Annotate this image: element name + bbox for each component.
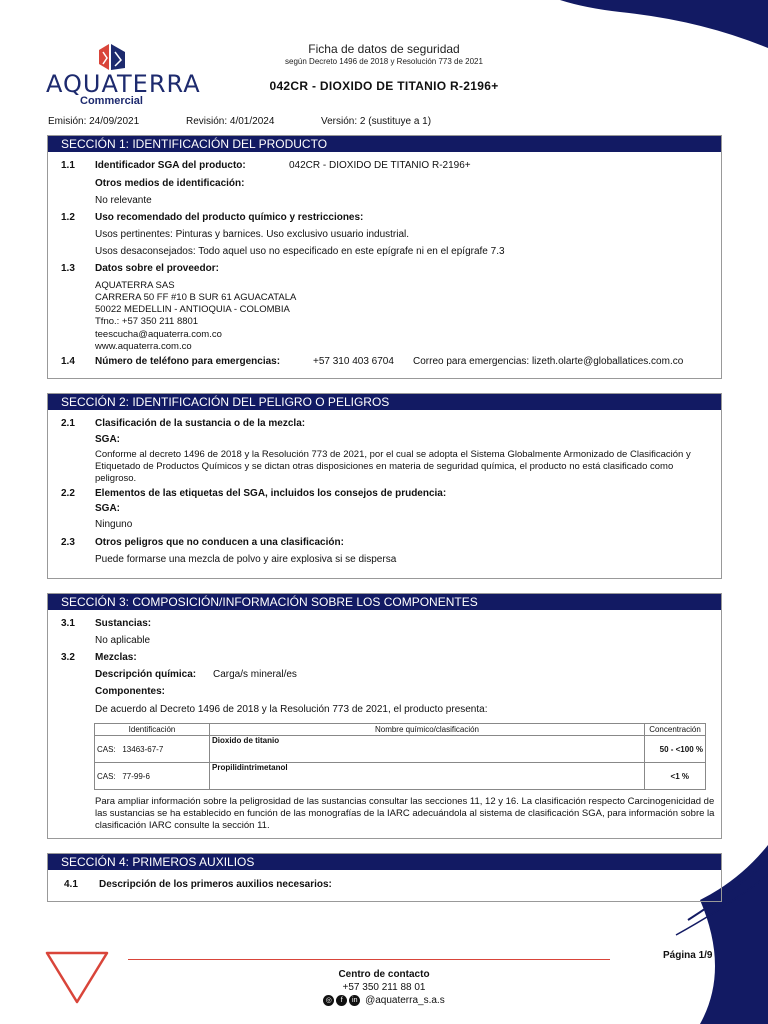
- item-number: 3.2: [61, 652, 75, 663]
- contact-title: Centro de contacto: [338, 969, 430, 980]
- composition-note: Para ampliar información sobre la peligrosidad de las sustancias consultar las secciones 11, 12 y 16. La clasificación respecto Carcinogenicidad de las sustancias se ha establecido en función de las monografías de la IARC adecuándola al sistema de clasificación SGA, para información sobre la clasificación IARC consulte la sección 11.: [95, 796, 715, 831]
- item-value: No relevante: [95, 195, 152, 206]
- item-value: Carga/s mineral/es: [213, 669, 297, 680]
- section-2-title: SECCIÓN 2: IDENTIFICACIÓN DEL PELIGRO O PELIGROS: [48, 394, 721, 410]
- table-row: [95, 736, 706, 763]
- cas-number: 77-99-6: [122, 771, 150, 781]
- table-header: Nombre químico/clasificación: [210, 724, 645, 736]
- item-value: No aplicable: [95, 635, 151, 646]
- item-value: Ninguno: [95, 519, 133, 530]
- emergency-phone: +57 310 403 6704: [313, 356, 394, 367]
- components-table: [94, 723, 706, 790]
- supplier-name: AQUATERRA SAS: [95, 280, 175, 291]
- version-info: Versión: 2 (sustituye a 1): [321, 116, 432, 127]
- footer-divider: [128, 959, 610, 960]
- concentration: 50 - <100 %: [645, 736, 706, 763]
- item-label: Elementos de las etiquetas del SGA, incluidos los consejos de prudencia:: [95, 488, 447, 499]
- cas-label: CAS:: [97, 771, 116, 781]
- item-value: Usos desaconsejados: Todo aquel uso no especificado en este epígrafe ni en el epígrafe 7.3: [95, 246, 505, 257]
- table-header-row: [95, 724, 706, 736]
- item-label: Descripción de los primeros auxilios necesarios:: [99, 879, 332, 890]
- table-cell: [95, 736, 210, 763]
- product-title: 042CR - DIOXIDO DE TITANIO R-2196+: [269, 79, 499, 93]
- chemical-name: Propilidintrimetanol: [210, 763, 645, 790]
- item-label: Clasificación de la sustancia o de la mezcla:: [95, 418, 306, 429]
- item-label: Mezclas:: [95, 652, 137, 663]
- item-number: 3.1: [61, 618, 75, 629]
- emission-date: Emisión: 24/09/2021: [48, 116, 140, 127]
- facebook-icon[interactable]: f: [336, 995, 347, 1006]
- supplier-email[interactable]: teescucha@aquaterra.com.co: [95, 329, 222, 340]
- item-value: De acuerdo al Decreto 1496 de 2018 y la Resolución 773 de 2021, el producto presenta:: [95, 704, 488, 715]
- supplier-address: CARRERA 50 FF #10 B SUR 61 AGUACATALA: [95, 292, 297, 303]
- item-label: Sustancias:: [95, 618, 152, 629]
- item-value: Puede formarse una mezcla de polvo y aire explosiva si se dispersa: [95, 554, 397, 565]
- section-4: [47, 853, 722, 902]
- supplier-website[interactable]: www.aquaterra.com.co: [95, 341, 192, 352]
- item-label: Identificador SGA del producto:: [95, 160, 246, 171]
- item-label: Otros medios de identificación:: [95, 178, 245, 189]
- sga-label: SGA:: [95, 434, 120, 445]
- item-label: Componentes:: [95, 686, 165, 697]
- linkedin-icon[interactable]: in: [349, 995, 360, 1006]
- table-cell: [95, 763, 210, 790]
- section-3-title: SECCIÓN 3: COMPOSICIÓN/INFORMACIÓN SOBRE LOS COMPONENTES: [48, 594, 721, 610]
- supplier-phone: Tfno.: +57 350 211 8801: [95, 316, 199, 327]
- item-number: 2.1: [61, 418, 75, 429]
- section-1-title: SECCIÓN 1: IDENTIFICACIÓN DEL PRODUCTO: [48, 136, 721, 152]
- item-label: Otros peligros que no conducen a una clasificación:: [95, 537, 344, 548]
- concentration: <1 %: [645, 763, 706, 790]
- chemical-name: Dioxido de titanio: [210, 736, 645, 763]
- table-row: [95, 763, 706, 790]
- cas-number: 13463-67-7: [122, 744, 164, 754]
- emergency-email: Correo para emergencias: lizeth.olarte@globallatices.com.co: [413, 356, 684, 367]
- table-header: Identificación: [95, 724, 210, 736]
- item-number: 2.3: [61, 537, 75, 548]
- item-number: 1.4: [61, 356, 75, 367]
- logo-name: AQUATERRA: [46, 70, 201, 98]
- item-number: 1.1: [61, 160, 75, 171]
- document-regulation: según Decreto 1496 de 2018 y Resolución 773 de 2021: [285, 57, 483, 66]
- item-label: Datos sobre el proveedor:: [95, 263, 219, 274]
- product-identifier: 042CR - DIOXIDO DE TITANIO R-2196+: [289, 160, 471, 171]
- item-label: Descripción química:: [95, 669, 197, 680]
- item-number: 4.1: [64, 879, 78, 890]
- social-row: [234, 995, 534, 1006]
- item-number: 2.2: [61, 488, 75, 499]
- triangle-logo-icon: [44, 950, 110, 1006]
- table-header: Concentración: [645, 724, 706, 736]
- document-title: Ficha de datos de seguridad: [308, 42, 460, 56]
- item-label: Uso recomendado del producto químico y restricciones:: [95, 212, 364, 223]
- supplier-city: 50022 MEDELLIN - ANTIOQUIA - COLOMBIA: [95, 304, 290, 315]
- logo-subtitle: Commercial: [80, 95, 143, 107]
- section-4-title: SECCIÓN 4: PRIMEROS AUXILIOS: [48, 854, 721, 870]
- page-number: Página 1/9: [663, 950, 713, 961]
- sga-label: SGA:: [95, 503, 120, 514]
- cas-label: CAS:: [97, 744, 116, 754]
- item-value: Usos pertinentes: Pinturas y barnices. Uso exclusivo usuario industrial.: [95, 229, 410, 240]
- revision-date: Revisión: 4/01/2024: [186, 116, 275, 127]
- item-number: 1.3: [61, 263, 75, 274]
- classification-text: Conforme al decreto 1496 de 2018 y la Resolución 773 de 2021, por el cual se adopta el Sistema Globalmente Armonizado de Clasificación y Etiquetado de Productos Químicos y se dictan otras disposiciones en materia de seguridad química, el producto no está clasificado como peligroso.: [95, 449, 691, 484]
- item-label: Número de teléfono para emergencias:: [95, 356, 281, 367]
- contact-phone: +57 350 211 88 01: [342, 982, 426, 993]
- social-handle[interactable]: @aquaterra_s.a.s: [365, 995, 445, 1007]
- instagram-icon[interactable]: ◎: [323, 995, 334, 1006]
- item-number: 1.2: [61, 212, 75, 223]
